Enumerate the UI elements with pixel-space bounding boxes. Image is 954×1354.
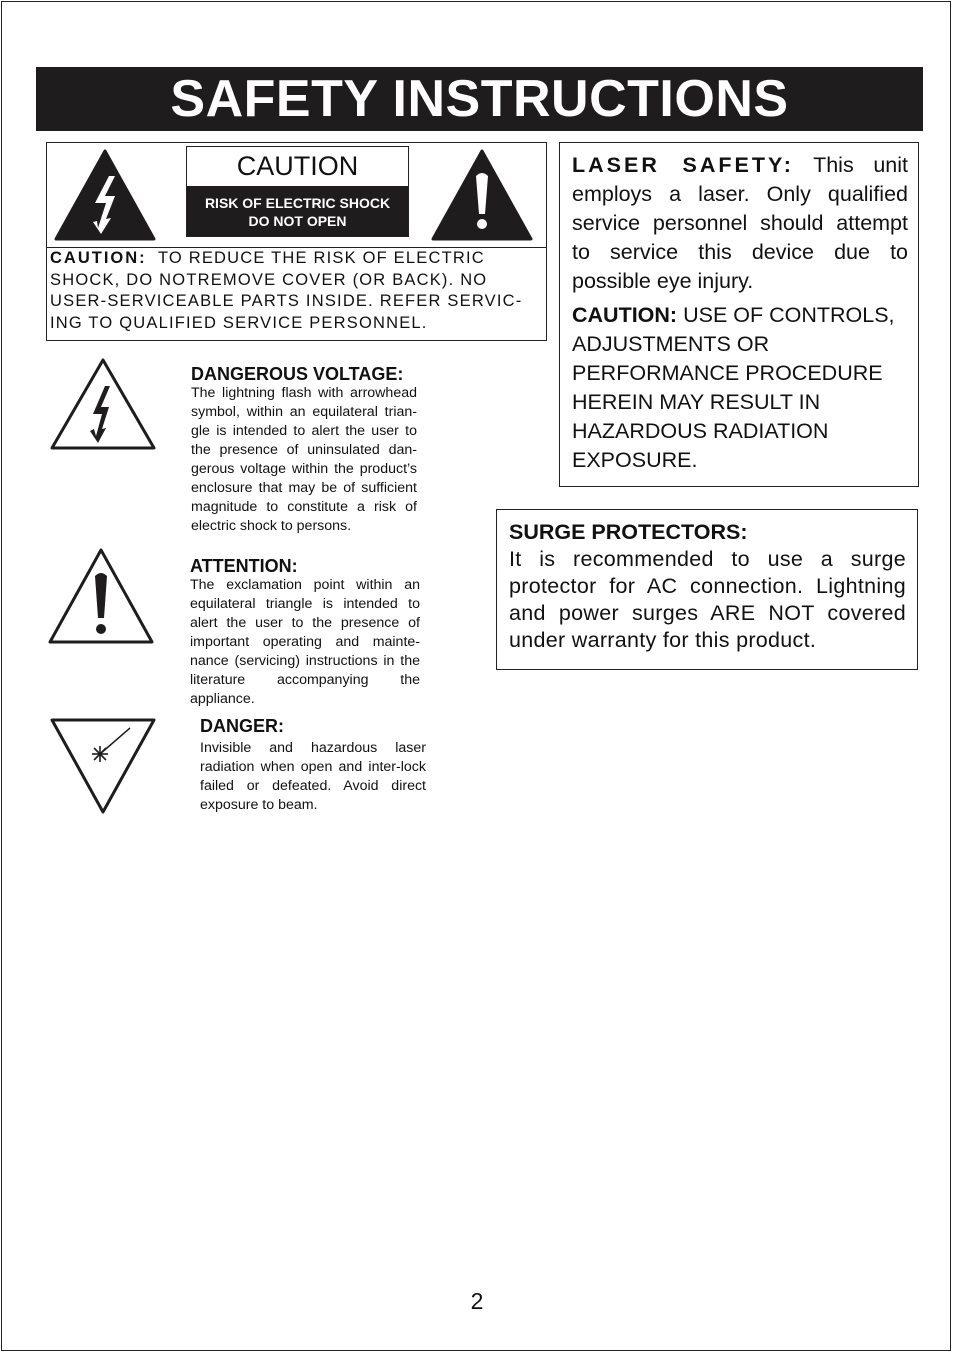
lightning-triangle-icon [48,356,158,452]
laser-triangle-icon [48,716,158,816]
caution-warning-text [50,248,542,334]
laser-caution-text: USE OF CONTROLS, ADJUSTMENTS OR PERFORMANCE PROCEDURE HEREIN MAY RESULT IN HAZARDOUS RADIATION EXPOSURE. [572,303,895,472]
laser-caution-paragraph [572,301,908,475]
symbol-dangerous-voltage [191,364,417,536]
laser-caution-lead: CAUTION: [572,303,678,327]
caution-band [187,186,408,236]
danger-heading: DANGER: [200,716,284,736]
laser-safety-heading: LASER SAFETY: [572,153,794,177]
exclamation-triangle-icon [430,148,534,242]
caution-warning-body: TO REDUCE THE RISK OF ELECTRIC SHOCK, DO NOTREMOVE COVER (OR BACK). NO USER-SERVICEABLE PARTS INSIDE. REFER SERVIC-ING TO QUALIFIED SERVICE PERSONNEL. [50,249,523,332]
caution-band-line2: DO NOT OPEN [248,213,347,229]
caution-band-line1: RISK OF ELECTRIC SHOCK [204,195,391,211]
surge-text: It is recommended to use a surge protector for AC connection. Lightning and power surges ARE NOT covered under warranty for this product. [509,547,906,652]
surge-heading: SURGE PROTECTORS: [509,520,748,544]
laser-safety-panel [559,142,919,487]
dangerous-voltage-text: The lightning flash with arrowhead symbol, within an equilateral trian-gle is intended to alert the user to the presence of uninsulated dan-gerous voltage within the product’s enclosure that may be of sufficient magnitude to constitute a risk of electric shock to persons. [191,385,417,534]
caution-label [186,146,409,237]
laser-safety-text: This unit employs a laser. Only qualified service personnel should attempt to service this device due to possible eye injury. [572,153,908,293]
attention-text: The exclamation point within an equilateral triangle is intended to alert the user to the presence of important operating and mainte-nance (servicing) instructions in the literature accompanying the appliance. [190,577,420,707]
lightning-triangle-icon [53,148,157,242]
laser-safety-paragraph [572,151,908,296]
symbol-attention [190,556,420,709]
attention-heading: ATTENTION: [190,556,298,576]
symbol-danger [200,716,426,815]
exclamation-triangle-icon [46,546,156,646]
danger-text: Invisible and hazardous laser radiation when open and inter-lock failed or defeated. Avoid direct exposure to beam. [200,740,426,813]
caution-word: CAUTION [236,151,359,181]
surge-protectors-panel [496,509,918,670]
caution-panel [46,142,547,341]
dangerous-voltage-heading: DANGEROUS VOLTAGE: [191,364,404,384]
caution-warning-lead: CAUTION: [50,249,147,267]
page-number: 2 [470,1288,484,1314]
page-title: SAFETY INSTRUCTIONS [36,67,923,131]
caution-symbol-row [47,143,546,248]
